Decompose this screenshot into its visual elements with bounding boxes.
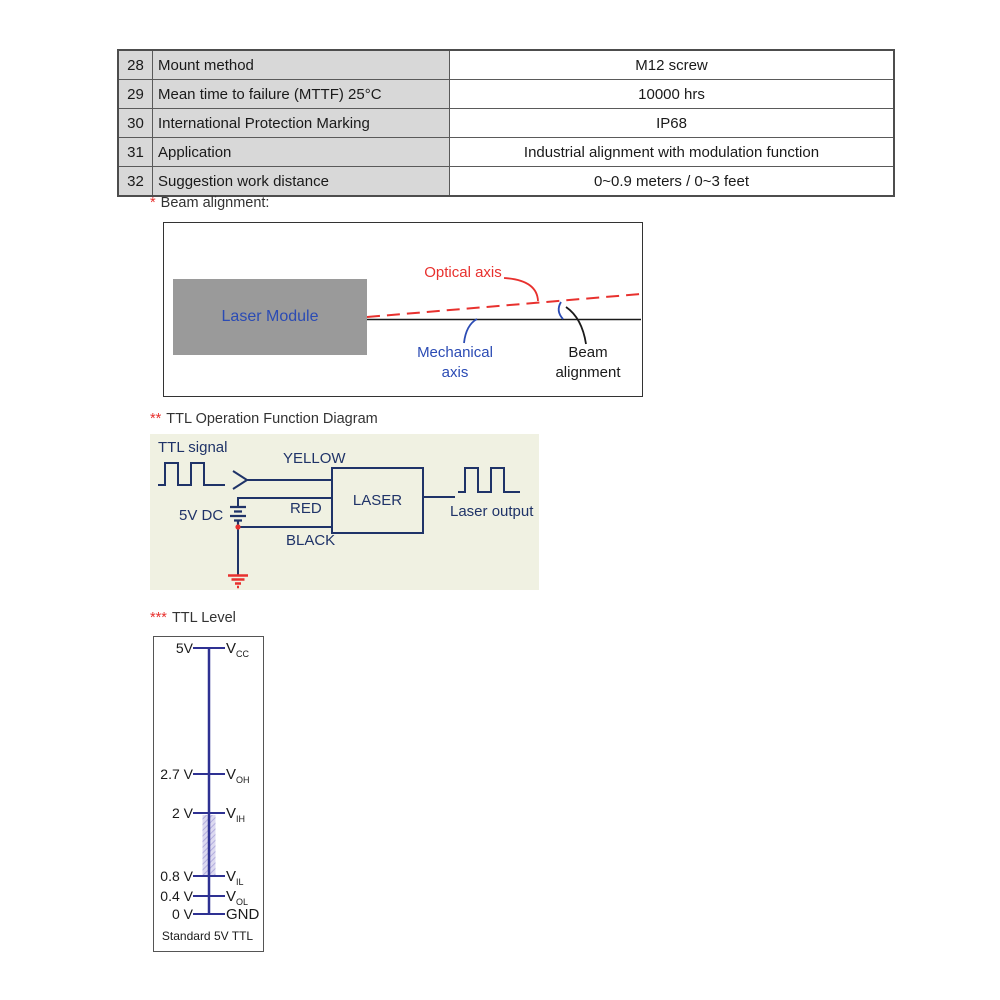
level-voltage: 5V: [175, 640, 193, 656]
row-value: 10000 hrs: [450, 80, 895, 109]
level-name: [226, 640, 249, 659]
level-name-sub: OL: [236, 897, 249, 907]
optical-axis-pointer: [504, 278, 538, 301]
level-name-main: V: [226, 805, 237, 822]
row-number: 30: [118, 109, 153, 138]
level-name-main: V: [226, 868, 237, 885]
supply-label: 5V DC: [179, 507, 224, 524]
table-row: [118, 50, 894, 80]
ttl-input-waveform: [158, 463, 225, 485]
row-number: 28: [118, 50, 153, 80]
row-value: Industrial alignment with modulation function: [450, 138, 895, 167]
level-name-main: V: [226, 888, 237, 905]
table-row: [118, 138, 894, 167]
row-value: 0~0.9 meters / 0~3 feet: [450, 167, 895, 197]
level-voltage: 0.4 V: [160, 888, 193, 904]
level-name-sub: CC: [236, 649, 250, 659]
laser-output-label: Laser output: [450, 503, 534, 520]
row-label: Suggestion work distance: [153, 167, 450, 197]
beam-title-text: Beam alignment:: [160, 195, 270, 211]
yellow-wire-label: YELLOW: [283, 450, 346, 467]
ttl-level-title-text: TTL Level: [171, 610, 236, 626]
level-name-main: V: [226, 640, 237, 657]
row-value: IP68: [450, 109, 895, 138]
level-name: [226, 766, 250, 785]
level-caption: Standard 5V TTL: [161, 929, 254, 943]
laser-module-label: Laser Module: [221, 308, 319, 325]
mechanical-axis-label-line2: axis: [441, 364, 469, 381]
beam-alignment-pointer: [566, 307, 586, 344]
mechanical-axis-pointer: [464, 319, 477, 343]
beam-alignment-label: [538, 343, 638, 383]
table-row: [118, 80, 894, 109]
beam-alignment-label-line1: Beam: [568, 344, 608, 361]
optical-axis-label: Optical axis: [424, 264, 502, 281]
laser-module-block: [173, 279, 367, 355]
level-name-sub: OH: [236, 775, 250, 785]
table-row: [118, 167, 894, 197]
footnote-marker: *: [150, 195, 156, 211]
ttl-signal-label: TTL signal: [158, 439, 228, 456]
mechanical-axis-label-line1: Mechanical: [417, 344, 493, 361]
level-name-sub: IH: [236, 814, 246, 824]
level-name-main: GND: [226, 906, 260, 923]
level-name: [226, 906, 259, 925]
level-voltage: 2.7 V: [160, 766, 193, 782]
beam-section-title: [150, 195, 269, 211]
laser-box-label: [332, 468, 423, 533]
row-value: M12 screw: [450, 50, 895, 80]
footnote-marker: **: [150, 411, 162, 427]
battery-symbol: [230, 507, 246, 527]
level-name-sub: IL: [236, 877, 244, 887]
junction-dot: [235, 524, 240, 529]
signal-arrow: [233, 471, 247, 489]
laser-box-text: LASER: [352, 492, 403, 509]
ttl-diagram-title-text: TTL Operation Function Diagram: [166, 411, 378, 427]
ttl-level-section-title: [150, 610, 236, 626]
level-voltage: 0 V: [171, 906, 193, 922]
row-number: 29: [118, 80, 153, 109]
beam-angle-arc: [559, 302, 563, 319]
table-row: [118, 109, 894, 138]
level-voltage: 0.8 V: [160, 868, 193, 884]
black-wire-label: BLACK: [286, 532, 336, 549]
level-name: [226, 805, 245, 824]
row-number: 32: [118, 167, 153, 197]
ground-symbol: [228, 576, 248, 588]
level-name-main: V: [226, 766, 237, 783]
level-name: [226, 868, 244, 887]
row-label: Mean time to failure (MTTF) 25°C: [153, 80, 450, 109]
spec-table: [117, 49, 895, 197]
red-wire-label: RED: [290, 500, 322, 517]
row-label: Application: [153, 138, 450, 167]
optical-axis-line: [367, 294, 641, 317]
row-label: Mount method: [153, 50, 450, 80]
footnote-marker: ***: [150, 610, 167, 626]
level-name: [226, 888, 248, 907]
row-number: 31: [118, 138, 153, 167]
level-voltage: 2 V: [171, 805, 193, 821]
ttl-diagram-section-title: [150, 411, 378, 427]
mechanical-axis-label: [405, 343, 505, 383]
laser-output-waveform: [458, 468, 520, 492]
beam-alignment-label-line2: alignment: [555, 364, 621, 381]
row-label: International Protection Marking: [153, 109, 450, 138]
